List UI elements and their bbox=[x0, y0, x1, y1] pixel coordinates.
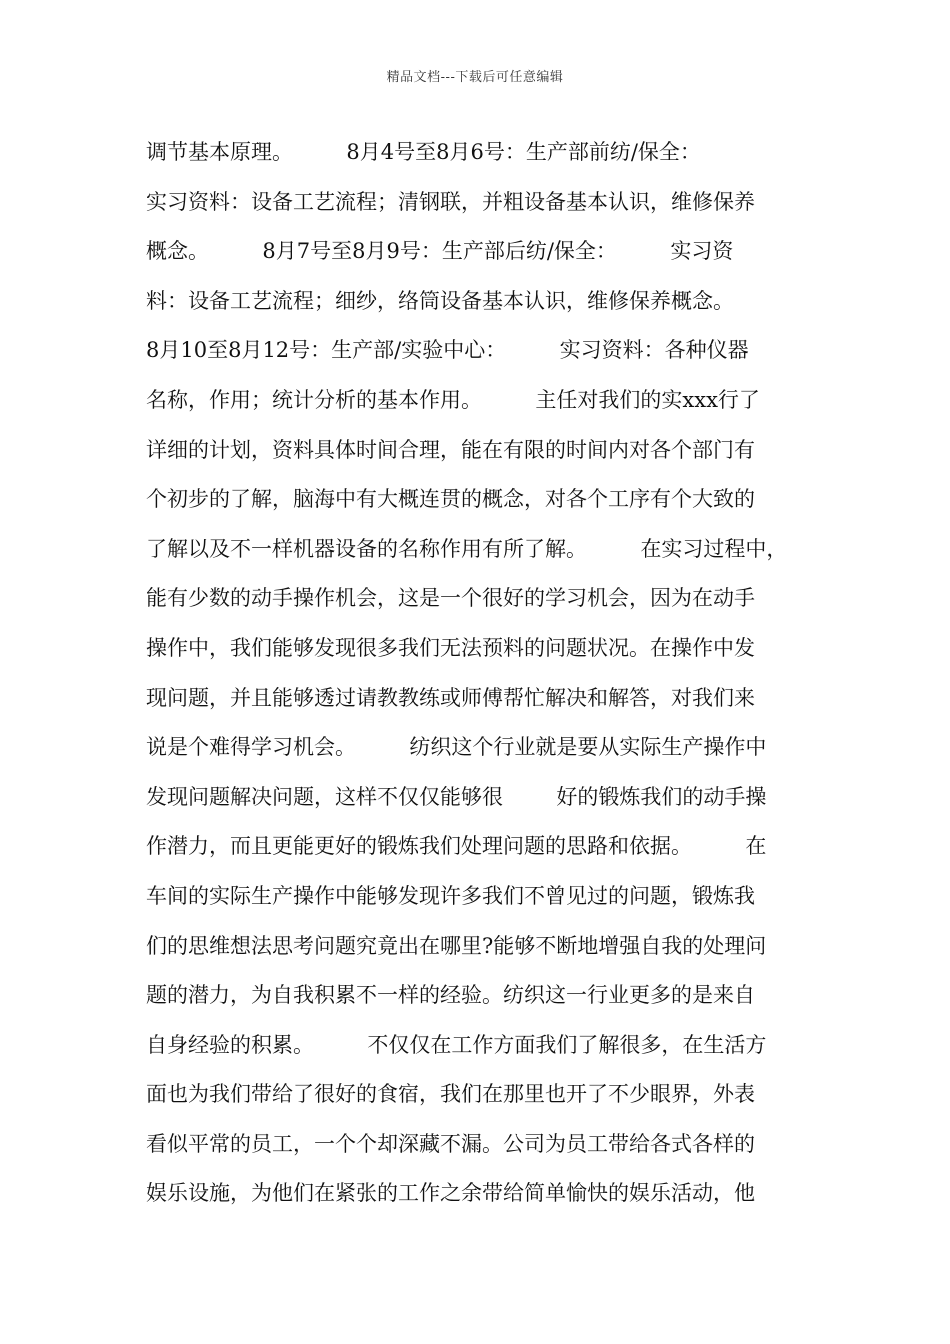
text-line-8: 个初步的了解，脑海中有大概连贯的概念，对各个工序有个大致的 bbox=[146, 487, 755, 512]
text-line-4: 料：设备工艺流程；细纱，络筒设备基本认识，维修保养概念。 bbox=[146, 288, 734, 313]
text-line-14: 发现问题解决问题，这样不仅仅能够很 好的锻炼我们的动手操 bbox=[146, 784, 767, 809]
text-line-19: 自身经验的积累。 不仅仅在工作方面我们了解很多，在生活方 bbox=[146, 1032, 767, 1057]
text-line-12: 现问题，并且能够透过请教教练或师傅帮忙解决和解答，对我们来 bbox=[146, 685, 755, 710]
document-body bbox=[146, 128, 816, 1219]
text-line-2: 实习资料：设备工艺流程；清钢联，并粗设备基本认识，维修保养 bbox=[146, 189, 755, 214]
text-line-16: 车间的实际生产操作中能够发现许多我们不曾见过的问题，锻炼我 bbox=[146, 883, 755, 908]
text-line-3: 概念。 8月7号至8月9号：生产部后纺/保全： 实习资 bbox=[146, 239, 734, 264]
text-line-21: 看似平常的员工，一个个却深藏不漏。公司为员工带给各式各样的 bbox=[146, 1131, 755, 1156]
text-line-15: 作潜力，而且更能更好的锻炼我们处理问题的思路和依据。 在 bbox=[146, 834, 767, 859]
text-line-17: 们的思维想法思考问题究竟出在哪里?能够不断地增强自我的处理问 bbox=[146, 933, 767, 958]
text-line-6: 名称，作用；统计分析的基本作用。 主任对我们的实xxx行了 bbox=[146, 387, 760, 412]
text-line-5: 8月10至8月12号：生产部/实验中心： 实习资料：各种仪器 bbox=[146, 338, 749, 363]
text-line-7: 详细的计划，资料具体时间合理，能在有限的时间内对各个部门有 bbox=[146, 437, 755, 462]
text-line-13: 说是个难得学习机会。 纺织这个行业就是要从实际生产操作中 bbox=[146, 735, 767, 760]
text-line-22: 娱乐设施，为他们在紧张的工作之余带给简单愉快的娱乐活动，他 bbox=[146, 1181, 755, 1206]
page-header: 精品文档---下载后可任意编辑 bbox=[386, 70, 564, 85]
text-line-10: 能有少数的动手操作机会，这是一个很好的学习机会，因为在动手 bbox=[146, 586, 755, 611]
text-line-11: 操作中，我们能够发现很多我们无法预料的问题状况。在操作中发 bbox=[146, 635, 755, 660]
text-line-20: 面也为我们带给了很好的食宿，我们在那里也开了不少眼界，外表 bbox=[146, 1082, 755, 1107]
text-line-18: 题的潜力，为自我积累不一样的经验。纺织这一行业更多的是来自 bbox=[146, 983, 755, 1008]
text-line-9: 了解以及不一样机器设备的名称作用有所了解。 在实习过程中， bbox=[146, 536, 788, 561]
text-line-1: 调节基本原理。 8月4号至8月6号：生产部前纺/保全： bbox=[146, 140, 701, 164]
